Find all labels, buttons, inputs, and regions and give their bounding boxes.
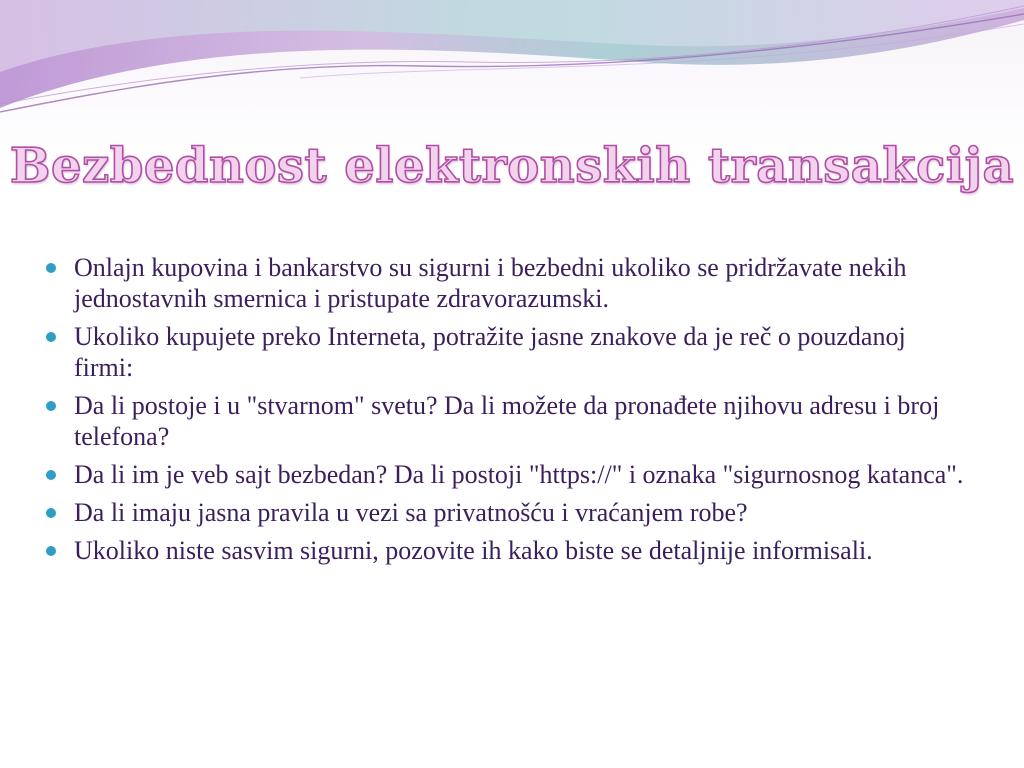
slide-title: Bezbednost elektronskih transakcija: [9, 138, 1015, 194]
bullet-marker: [46, 508, 56, 518]
bullet-marker: [46, 401, 56, 411]
bullet-marker: [46, 332, 56, 342]
bullet-marker: [46, 546, 56, 556]
list-item: [40, 321, 970, 383]
bullet-list: [40, 252, 970, 573]
bullet-text: Onlajn kupovina i bankarstvo su sigurni i bezbedni ukoliko se pridržavate nekih jednostavnih smernica i pristupate zdravorazumski.: [74, 253, 907, 313]
list-item: [40, 252, 970, 314]
bullet-marker: [46, 263, 56, 273]
bullet-text: Ukoliko niste sasvim sigurni, pozovite ih kako biste se detaljnije informisali.: [74, 536, 873, 565]
bullet-text: Da li im je veb sajt bezbedan? Da li postoji "https://" i oznaka "sigurnosnog katanca".: [74, 460, 964, 489]
list-item: [40, 459, 970, 490]
bullet-marker: [46, 470, 56, 480]
list-item: [40, 390, 970, 452]
list-item: [40, 535, 970, 566]
bullet-text: Da li imaju jasna pravila u vezi sa privatnošću i vraćanjem robe?: [74, 498, 748, 527]
header-wave-decoration: [0, 0, 1024, 130]
list-item: [40, 497, 970, 528]
bullet-text: Ukoliko kupujete preko Interneta, potražite jasne znakove da je reč o pouzdanoj firmi:: [74, 322, 906, 382]
bullet-text: Da li postoje i u "stvarnom" svetu? Da li možete da pronađete njihovu adresu i broj telefona?: [74, 391, 940, 451]
